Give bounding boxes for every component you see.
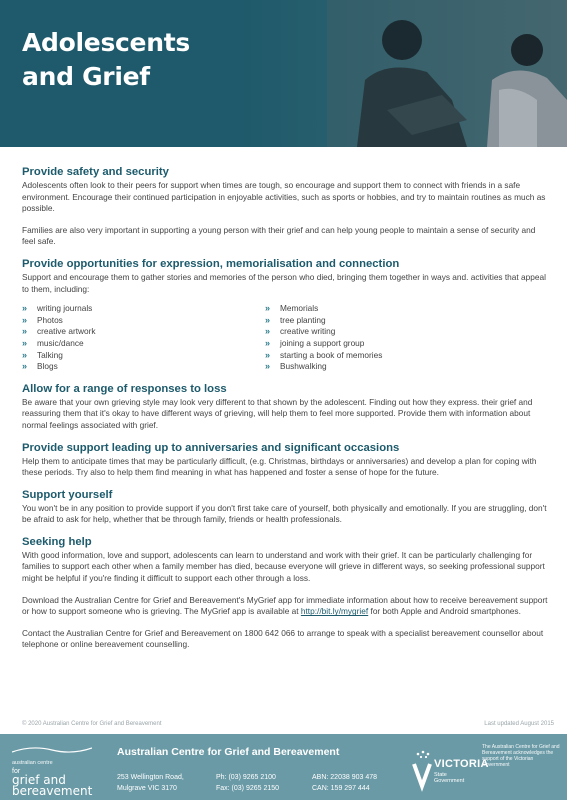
main-content (22, 165, 550, 660)
paragraph: Families are also very important in supporting a young person with their grief and can help young people to maintain a sense of security and feel safe. (22, 224, 536, 247)
section-safety (22, 165, 550, 248)
chevron-icon: » (22, 326, 28, 337)
victoria-sub: State Government (434, 772, 465, 784)
activity-lists (22, 303, 550, 373)
chevron-icon: » (265, 326, 271, 337)
copyright-text: © 2020 Australian Centre for Grief and Bereavement (22, 721, 162, 727)
acgb-logo: australian centre for grief and bereavement (12, 742, 92, 796)
section-heading: Provide opportunities for expression, memorialisation and connection (22, 257, 400, 270)
section-heading: Support yourself (22, 488, 113, 501)
acknowledgement-text: The Australian Centre for Grief and Bereavement acknowledges the support of the Victorian Government (482, 744, 560, 768)
list-item: » Bushwalking (265, 361, 327, 372)
chevron-icon: » (22, 349, 28, 360)
paragraph: Support and encourage them to gather stories and memories of the person who died, bringing them together in ways and. activities that appeal to them, including: (22, 271, 546, 294)
chevron-icon: » (265, 361, 271, 372)
meta-row (22, 721, 554, 727)
paragraph: You won't be in any position to provide support if you don't first take care of yourself, both physically and emotionally. If you are struggling, don't be afraid to ask for help, whether that be through family, friends or health professionals. (22, 502, 547, 525)
header-banner (0, 0, 567, 147)
list-item: » Talking (22, 349, 63, 360)
section-heading: Allow for a range of responses to loss (22, 382, 227, 395)
section-expression (22, 257, 550, 373)
victoria-wordmark: VICTORIA (434, 758, 489, 770)
chevron-icon: » (22, 314, 28, 325)
last-updated-text: Last updated August 2015 (484, 721, 554, 727)
paragraph: Download the Australian Centre for Grief and Bereavement's MyGrief app for immediate information about how to receive bereavement support or how to support someone who is grieving. The MyGrief app is available at http://bit.ly/mygrief for both Apple and Android smartphones. (22, 594, 548, 617)
phone-block: Ph: (03) 9265 2100 Fax: (03) 9265 2150 (216, 774, 280, 792)
page-title (22, 26, 190, 94)
paragraph: Help them to anticipate times that may be particularly difficult, (e.g. Christmas, birthdays or anniversaries) and develop a plan for coping with these periods. Try also to help them find meaning in what has happened and foster a sense of hope for the future. (22, 455, 537, 478)
org-name: Australian Centre for Grief and Bereavement (117, 746, 340, 758)
logo-wave-icon (12, 745, 92, 755)
section-heading: Seeking help (22, 535, 92, 548)
list-item: » starting a book of memories (265, 349, 383, 360)
section-anniversaries (22, 441, 550, 479)
list-item: » joining a support group (265, 337, 365, 348)
title-line-2: and Grief (22, 62, 150, 91)
list-item: » Photos (22, 314, 63, 325)
chevron-icon: » (265, 303, 271, 314)
paragraph: Be aware that your own grieving style may look very different to that shown by the adolescent. Finding out how they express. their grief and reassuring them that it's okay to have different ways of grieving, will help them to feel more supported. Provide them with information about normal feelings associated with grief. (22, 396, 533, 430)
section-seeking-help (22, 535, 550, 651)
list-item: » creative writing (265, 326, 336, 337)
activity-list-left (22, 303, 265, 373)
chevron-icon: » (265, 314, 271, 325)
paragraph: Contact the Australian Centre for Grief and Bereavement on 1800 642 066 to arrange to speak with a specialist bereavement counsellor about telephone or online bereavement counselling. (22, 627, 544, 650)
mygrief-link[interactable]: http://bit.ly/mygrief (300, 606, 369, 617)
activity-list-right (265, 303, 508, 373)
victoria-logo-icon (408, 746, 474, 794)
chevron-icon: » (265, 337, 271, 348)
list-item: » Blogs (22, 361, 58, 372)
list-item: » Memorials (265, 303, 319, 314)
paragraph: With good information, love and support, adolescents can learn to understand and work with their grief. It can be particularly challenging for families to support each other when a family member has died, because everyone will grieve in different ways, so seeking professional support might be helpful if you're finding it difficult to support each other through a loss. (22, 549, 545, 584)
section-support-yourself (22, 488, 550, 526)
title-line-1: Adolescents (22, 28, 190, 57)
section-heading: Provide support leading up to anniversaries and significant occasions (22, 441, 400, 454)
chevron-icon: » (22, 361, 28, 372)
section-responses (22, 382, 550, 432)
list-item: » writing journals (22, 303, 93, 314)
chevron-icon: » (22, 303, 28, 314)
paragraph: Adolescents often look to their peers for support when times are tough, so encourage and support them to connect with friends in a safe environment. Encourage their continued participation in enjoyable activities, such as sports or hobbies, and try to maintain routines as much as possible. (22, 180, 546, 214)
hero-photo (237, 0, 567, 147)
list-item: » tree planting (265, 314, 326, 325)
section-heading: Provide safety and security (22, 166, 169, 178)
abn-block: ABN: 22038 903 478 CAN: 159 297 444 (312, 774, 377, 792)
address-block: 253 Wellington Road, Mulgrave VIC 3170 (117, 774, 184, 792)
chevron-icon: » (265, 349, 271, 360)
list-item: » music/dance (22, 337, 84, 348)
list-item: » creative artwork (22, 326, 96, 337)
chevron-icon: » (22, 337, 28, 348)
footer (0, 734, 567, 800)
